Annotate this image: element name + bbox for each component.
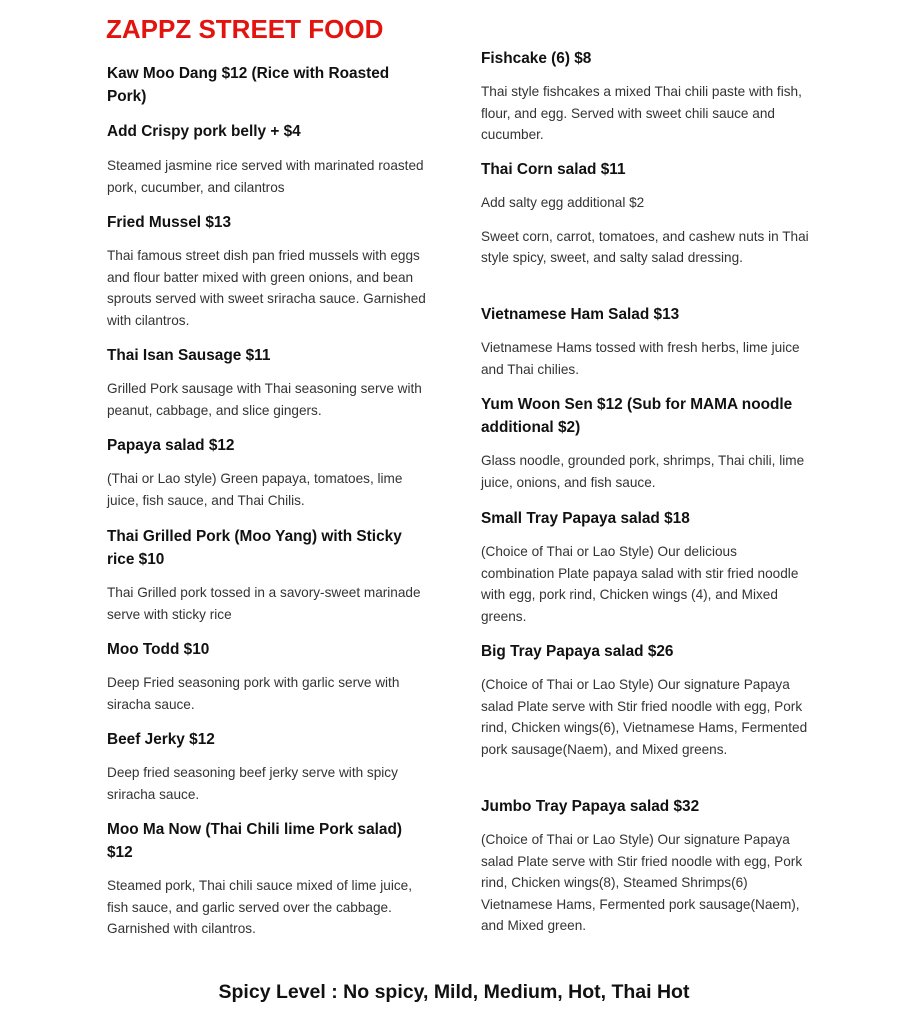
item-description: Deep fried seasoning beef jerky serve with spicy sriracha sauce. <box>107 765 398 802</box>
item-name: Yum Woon Sen $12 (Sub for MAMA noodle additional $2) <box>481 396 793 436</box>
item-name: Thai Corn salad $11 <box>481 161 626 178</box>
item-description: (Thai or Lao style) Green papaya, tomatoes, lime juice, fish sauce, and Thai Chilis. <box>107 471 403 508</box>
menu-item-fishcake <box>481 47 811 146</box>
menu-item-yum-woon-sen <box>481 393 811 493</box>
menu-item-papaya-salad <box>107 434 427 511</box>
item-name: Thai Grilled Pork (Moo Yang) with Sticky rice $10 <box>107 528 402 568</box>
item-description: Thai famous street dish pan fried mussels with eggs and flour batter mixed with green onions, and bean sprouts served with sweet sriracha sauce. Garnished with cilantros. <box>107 248 426 328</box>
item-name: Moo Todd $10 <box>107 641 210 658</box>
item-description: (Choice of Thai or Lao Style) Our signature Papaya salad Plate serve with Stir fried noodle with egg, Pork rind, Chicken wings(8), Steamed Shrimps(6) Vietnamese Hams, Fermented pork sausage(Naem), and Mixed green. <box>481 832 803 934</box>
item-description: Sweet corn, carrot, tomatoes, and cashew nuts in Thai style spicy, sweet, and salty salad dressing. <box>481 228 809 266</box>
item-description: Vietnamese Hams tossed with fresh herbs, lime juice and Thai chilies. <box>481 340 800 377</box>
item-description: Glass noodle, grounded pork, shrimps, Thai chili, lime juice, onions, and fish sauce. <box>481 453 805 490</box>
item-description: Grilled Pork sausage with Thai seasoning serve with peanut, cabbage, and slice gingers. <box>107 381 422 418</box>
item-description: Steamed pork, Thai chili sauce mixed of lime juice, fish sauce, and garlic served over the cabbage. Garnished with cilantros. <box>107 878 412 937</box>
item-description: Deep Fried seasoning pork with garlic serve with siracha sauce. <box>107 675 400 712</box>
item-name: Big Tray Papaya salad $26 <box>481 643 674 660</box>
menu-item-moo-todd <box>107 638 427 715</box>
item-description: Thai style fishcakes a mixed Thai chili paste with fish, flour, and egg. Served with sweet chili sauce and cucumber. <box>481 84 802 143</box>
item-name: Kaw Moo Dang $12 (Rice with Roasted Pork) <box>107 65 390 105</box>
item-description: (Choice of Thai or Lao Style) Our signature Papaya salad Plate serve with Stir fried noodle with egg, Pork rind, Chicken wings(6), Vietnamese Hams, Fermented pork sausage(Naem), and Mixed greens. <box>481 677 808 757</box>
item-name: Beef Jerky $12 <box>107 731 215 748</box>
item-note: Add salty egg additional $2 <box>481 195 645 210</box>
item-addon: Add Crispy pork belly + $4 <box>107 123 301 140</box>
menu-item-small-tray-papaya <box>481 507 811 627</box>
item-name: Moo Ma Now (Thai Chili lime Pork salad) $12 <box>107 821 403 861</box>
item-name: Papaya salad $12 <box>107 437 235 454</box>
menu-item-kaw-moo-dang <box>107 62 427 198</box>
item-name: Fishcake (6) $8 <box>481 50 592 67</box>
menu-item-beef-jerky <box>107 728 427 805</box>
menu-item-thai-corn-salad <box>481 158 811 269</box>
menu-item-vietnamese-ham-salad <box>481 303 811 380</box>
restaurant-title: ZAPPZ STREET FOOD <box>106 14 384 44</box>
item-description: (Choice of Thai or Lao Style) Our delicious combination Plate papaya salad with stir fried noodle with egg, pork rind, Chicken wings (4), and Mixed greens. <box>481 544 799 624</box>
item-name: Vietnamese Ham Salad $13 <box>481 306 680 323</box>
menu-item-thai-grilled-pork <box>107 525 427 625</box>
item-name: Small Tray Papaya salad $18 <box>481 510 690 527</box>
menu-item-big-tray-papaya <box>481 640 811 760</box>
item-name: Thai Isan Sausage $11 <box>107 347 271 364</box>
menu-item-jumbo-tray-papaya <box>481 795 811 937</box>
item-description: Steamed jasmine rice served with marinated roasted pork, cucumber, and cilantros <box>107 158 424 195</box>
menu-item-fried-mussel <box>107 211 427 331</box>
item-description: Thai Grilled pork tossed in a savory-sweet marinade serve with sticky rice <box>107 585 421 622</box>
spicy-level-note: Spicy Level : No spicy, Mild, Medium, Hot, Thai Hot <box>218 981 690 1003</box>
menu-item-thai-isan-sausage <box>107 344 427 421</box>
item-name: Jumbo Tray Papaya salad $32 <box>481 798 700 815</box>
item-name: Fried Mussel $13 <box>107 214 232 231</box>
menu-item-moo-ma-now <box>107 818 427 940</box>
